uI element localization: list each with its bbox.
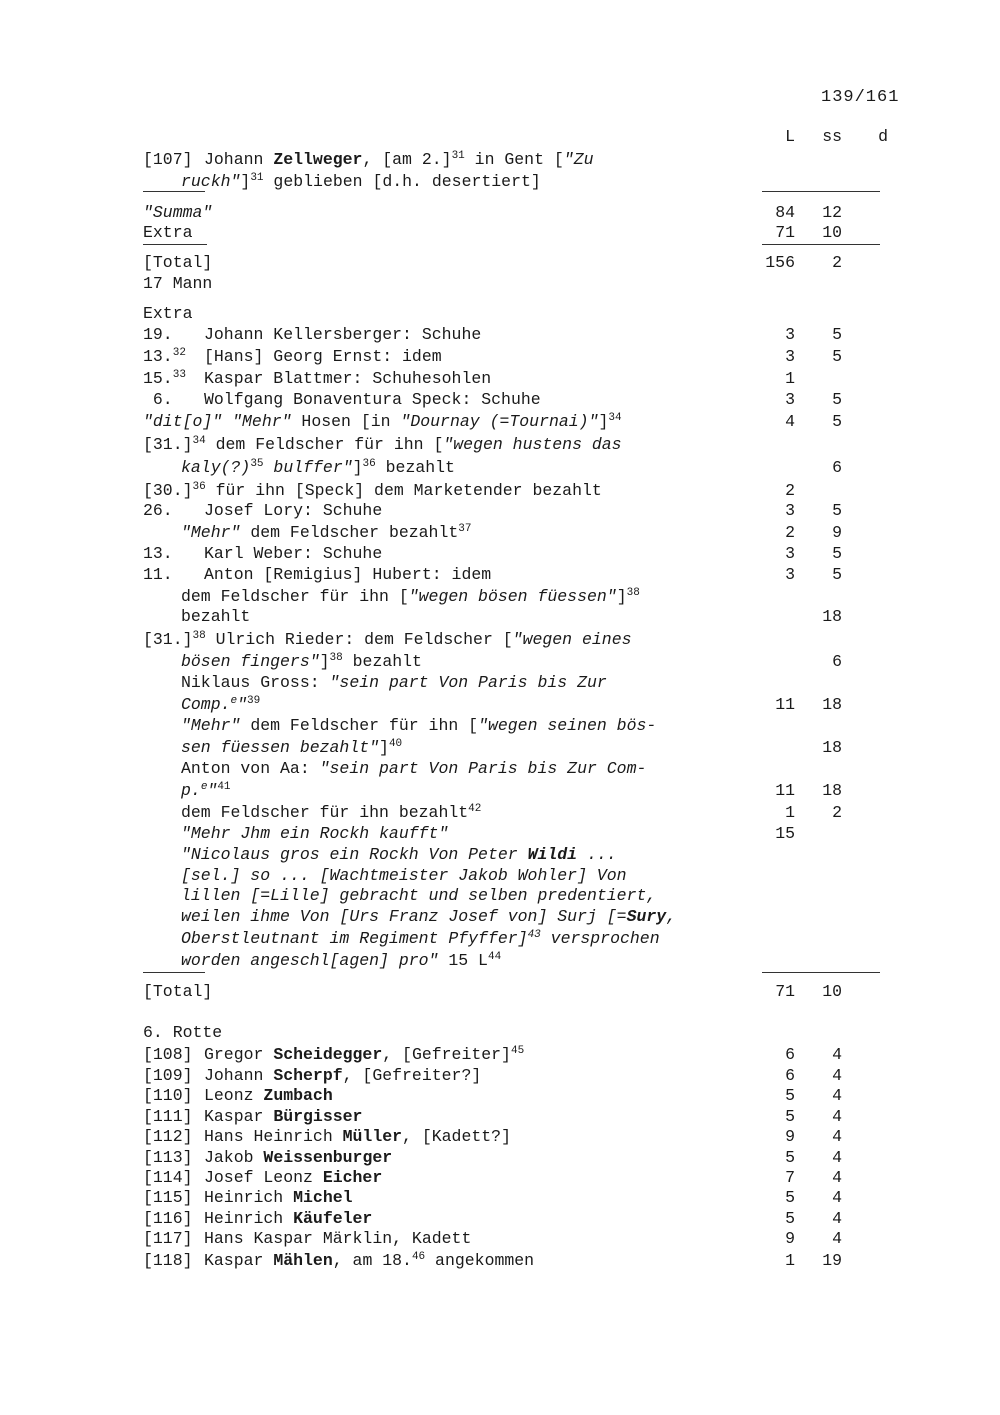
amount-sols: 4 xyxy=(832,1066,842,1085)
entry-text: p.$^e$"$^{41}$ xyxy=(181,781,231,800)
amount-sols: 4 xyxy=(832,1148,842,1167)
amount-livres: 71 xyxy=(775,223,795,242)
ledger-line xyxy=(0,759,1000,781)
ledger-line xyxy=(0,274,1000,296)
entry-text: [Hans] Georg Ernst: idem xyxy=(204,347,442,366)
amount-livres: 1 xyxy=(785,1251,795,1270)
entry-number: 19. xyxy=(143,325,173,344)
ledger-line xyxy=(0,481,1000,503)
ledger-line xyxy=(0,1229,1000,1251)
amount-livres: 3 xyxy=(785,565,795,584)
ledger-line xyxy=(0,347,1000,369)
amount-livres: 3 xyxy=(785,390,795,409)
amount-livres: 84 xyxy=(775,203,795,222)
amount-sols: 4 xyxy=(832,1086,842,1105)
ledger-line xyxy=(0,866,1000,888)
ledger-line xyxy=(0,150,1000,172)
amount-sols: 4 xyxy=(832,1127,842,1146)
ledger-line xyxy=(0,1023,1000,1045)
ledger-line xyxy=(0,1188,1000,1210)
entry-text: Anton von Aa: "sein part Von Paris bis Zur Com- xyxy=(181,759,647,778)
amount-sols: 2 xyxy=(832,803,842,822)
amount-livres: 3 xyxy=(785,347,795,366)
rule-left-2 xyxy=(143,244,207,245)
amount-livres: 15 xyxy=(775,824,795,843)
ledger-line xyxy=(0,907,1000,929)
entry-text: Wolfgang Bonaventura Speck: Schuhe xyxy=(204,390,541,409)
amount-sols: 5 xyxy=(832,390,842,409)
ledger-line xyxy=(0,716,1000,738)
entry-text: Leonz Zumbach xyxy=(204,1086,333,1105)
ledger-line xyxy=(0,1251,1000,1273)
ledger-line xyxy=(0,1066,1000,1088)
amount-livres: 11 xyxy=(775,695,795,714)
amount-livres: 2 xyxy=(785,523,795,542)
amount-livres: 71 xyxy=(775,982,795,1001)
ledger-line xyxy=(0,458,1000,480)
entry-number: 15.33 xyxy=(143,369,186,388)
amount-livres: 9 xyxy=(785,1229,795,1248)
ledger-line xyxy=(0,412,1000,434)
ledger-line xyxy=(0,501,1000,523)
ledger-line xyxy=(0,951,1000,973)
ledger-line xyxy=(0,565,1000,587)
entry-text: Josef Lory: Schuhe xyxy=(204,501,383,520)
entry-text: sen füessen bezahlt"]$^{40}$ xyxy=(181,738,403,757)
entry-number: [110] xyxy=(143,1086,193,1105)
amount-sols: 5 xyxy=(832,412,842,431)
amount-sols: 18 xyxy=(822,738,842,757)
amount-sols: 4 xyxy=(832,1168,842,1187)
col-header-l: L xyxy=(785,127,795,146)
entry-text: dem Feldscher für ihn bezahlt$^{42}$ xyxy=(181,803,482,822)
entry-text: Kaspar Mählen, am 18.46 angekommen xyxy=(204,1251,535,1270)
amount-livres: 5 xyxy=(785,1148,795,1167)
amount-livres: 11 xyxy=(775,781,795,800)
rule-left-1 xyxy=(143,191,205,192)
entry-number: [111] xyxy=(143,1107,193,1126)
ledger-line xyxy=(0,929,1000,951)
entry-text: Johann Kellersberger: Schuhe xyxy=(204,325,482,344)
entry-text: Gregor Scheidegger, [Gefreiter]$^{45}$ xyxy=(204,1045,525,1064)
amount-livres: 1 xyxy=(785,369,795,388)
entry-number: [114] xyxy=(143,1168,193,1187)
amount-livres: 6 xyxy=(785,1045,795,1064)
entry-text: Extra xyxy=(143,223,193,242)
ledger-line xyxy=(0,304,1000,326)
rule-left-3 xyxy=(143,972,205,973)
amount-sols: 4 xyxy=(832,1045,842,1064)
entry-text: "dit[o]" "Mehr" Hosen [in "Dournay (=Tournai)"]$^{34}$ xyxy=(143,412,622,431)
ledger-line xyxy=(0,738,1000,760)
amount-livres: 156 xyxy=(765,253,795,272)
amount-sols: 19 xyxy=(822,1251,842,1270)
entry-text: "Nicolaus gros ein Rockh Von Peter Wildi ... xyxy=(181,845,617,864)
amount-livres: 5 xyxy=(785,1107,795,1126)
ledger-line xyxy=(0,523,1000,545)
amount-sols: 4 xyxy=(832,1209,842,1228)
entry-text: Johann Scherpf, [Gefreiter?] xyxy=(204,1066,482,1085)
entry-text: [sel.] so ... [Wachtmeister Jakob Wohler] Von xyxy=(181,866,627,885)
amount-livres: 5 xyxy=(785,1209,795,1228)
amount-sols: 18 xyxy=(822,781,842,800)
ledger-line xyxy=(0,203,1000,225)
entry-number: 13.32 xyxy=(143,347,186,366)
amount-livres: 6 xyxy=(785,1066,795,1085)
entry-text: Oberstleutnant im Regiment Pfyffer]$^{43}$ versprochen xyxy=(181,929,660,948)
amount-sols: 5 xyxy=(832,501,842,520)
ledger-line xyxy=(0,673,1000,695)
entry-text: ruckh"]$^{31}$ geblieben [d.h. desertiert] xyxy=(181,172,541,191)
ledger-line xyxy=(0,1148,1000,1170)
amount-sols: 5 xyxy=(832,325,842,344)
entry-text: worden angeschl[agen] pro" 15 $L^{44}$ xyxy=(181,951,502,970)
entry-text: $[30.]^{36}$ für ihn [Speck] dem Marketender bezahlt xyxy=(143,481,602,500)
entry-number: [117] xyxy=(143,1229,193,1248)
ledger-line xyxy=(0,1045,1000,1067)
amount-sols: 6 xyxy=(832,652,842,671)
ledger-line xyxy=(0,781,1000,803)
entry-number: 6. xyxy=(143,390,173,409)
entry-text: lillen [=Lille] gebracht und selben predentiert, xyxy=(181,886,657,905)
ledger-line xyxy=(0,1107,1000,1129)
amount-sols: 5 xyxy=(832,347,842,366)
page-number: 139/161 xyxy=(821,88,900,107)
amount-sols: 5 xyxy=(832,544,842,563)
ledger-line xyxy=(0,607,1000,629)
entry-text: dem Feldscher für ihn ["wegen bösen füessen"]$^{38}$ xyxy=(181,587,640,606)
amount-sols: 4 xyxy=(832,1188,842,1207)
rule-right-1 xyxy=(762,191,880,192)
amount-sols: 10 xyxy=(822,982,842,1001)
ledger-line xyxy=(0,695,1000,717)
ledger-line xyxy=(0,544,1000,566)
ledger-line xyxy=(0,223,1000,245)
col-header-ss: ss xyxy=(822,127,842,146)
entry-number: [108] xyxy=(143,1045,193,1064)
entry-number: 13. xyxy=(143,544,173,563)
entry-text: weilen ihme Von [Urs Franz Josef von] Surj [=Sury, xyxy=(181,907,677,926)
amount-livres: 3 xyxy=(785,544,795,563)
entry-number: 11. xyxy=(143,565,173,584)
entry-text: Heinrich Käufeler xyxy=(204,1209,373,1228)
amount-livres: 1 xyxy=(785,803,795,822)
entry-number: [115] xyxy=(143,1188,193,1207)
entry-text: Jakob Weissenburger xyxy=(204,1148,393,1167)
entry-text: 17 Mann xyxy=(143,274,213,293)
entry-text: $[31.]^{38}$ Ulrich Rieder: dem Feldscher ["wegen eines xyxy=(143,630,632,649)
amount-livres: 7 xyxy=(785,1168,795,1187)
entry-text: Extra xyxy=(143,304,193,323)
entry-number: [107] xyxy=(143,150,193,169)
ledger-line xyxy=(0,982,1000,1004)
entry-text: Anton [Remigius] Hubert: idem xyxy=(204,565,492,584)
column-headers xyxy=(0,127,1000,149)
rule-right-2 xyxy=(762,244,880,245)
ledger-line xyxy=(0,253,1000,275)
rule-right-3 xyxy=(762,972,880,973)
amount-livres: 3 xyxy=(785,501,795,520)
entry-text: bösen fingers"]$^{38}$ bezahlt xyxy=(181,652,422,671)
amount-sols: 12 xyxy=(822,203,842,222)
amount-livres: 3 xyxy=(785,325,795,344)
amount-sols: 9 xyxy=(832,523,842,542)
amount-livres: 5 xyxy=(785,1086,795,1105)
amount-sols: 4 xyxy=(832,1107,842,1126)
ledger-line xyxy=(0,1168,1000,1190)
entry-text: Johann Zellweger, [am 2.]$^{31}$ in Gent ["Zu xyxy=(204,150,594,169)
entry-text: Karl Weber: Schuhe xyxy=(204,544,383,563)
entry-text: "Summa" xyxy=(143,203,213,222)
amount-livres: 5 xyxy=(785,1188,795,1207)
entry-number: [118] xyxy=(143,1251,193,1270)
entry-text: "Mehr" dem Feldscher bezahlt$^{37}$ xyxy=(181,523,472,542)
entry-number: [116] xyxy=(143,1209,193,1228)
amount-sols: 18 xyxy=(822,607,842,626)
ledger-line xyxy=(0,652,1000,674)
amount-sols: 2 xyxy=(832,253,842,272)
ledger-line xyxy=(0,803,1000,825)
entry-text: Niklaus Gross: "sein part Von Paris bis Zur xyxy=(181,673,607,692)
entry-text: kaly(?)$^{35}$ bulffer"]$^{36}$ bezahlt xyxy=(181,458,455,477)
ledger-line xyxy=(0,587,1000,609)
entry-text: "Mehr" dem Feldscher für ihn ["wegen seinen bös- xyxy=(181,716,657,735)
entry-text: Hans Kaspar Märklin, Kadett xyxy=(204,1229,472,1248)
entry-text: [Total] xyxy=(143,982,213,1001)
entry-text: bezahlt xyxy=(181,607,251,626)
col-header-d: d xyxy=(878,127,888,146)
entry-text: Kaspar Bürgisser xyxy=(204,1107,363,1126)
entry-text: "Mehr Jhm ein Rockh kaufft" xyxy=(181,824,449,843)
amount-sols: 18 xyxy=(822,695,842,714)
entry-text: Comp.$^e$"$^{39}$ xyxy=(181,695,261,714)
entry-text: $[31.]^{34}$ dem Feldscher für ihn ["wegen hustens das xyxy=(143,435,622,454)
entry-number: [113] xyxy=(143,1148,193,1167)
amount-sols: 5 xyxy=(832,565,842,584)
amount-sols: 10 xyxy=(822,223,842,242)
ledger-line xyxy=(0,325,1000,347)
ledger-line xyxy=(0,845,1000,867)
ledger-line xyxy=(0,824,1000,846)
entry-number: [112] xyxy=(143,1127,193,1146)
entry-number: 26. xyxy=(143,501,173,520)
ledger-line xyxy=(0,630,1000,652)
ledger-line xyxy=(0,435,1000,457)
ledger-line xyxy=(0,1086,1000,1108)
ledger-line xyxy=(0,369,1000,391)
entry-number: [109] xyxy=(143,1066,193,1085)
amount-livres: 4 xyxy=(785,412,795,431)
entry-text: [Total] xyxy=(143,253,213,272)
ledger-line xyxy=(0,390,1000,412)
amount-livres: 2 xyxy=(785,481,795,500)
entry-text: Kaspar Blattmer: Schuhesohlen xyxy=(204,369,492,388)
amount-sols: 6 xyxy=(832,458,842,477)
entry-text: Josef Leonz Eicher xyxy=(204,1168,383,1187)
amount-sols: 4 xyxy=(832,1229,842,1248)
amount-livres: 9 xyxy=(785,1127,795,1146)
ledger-line xyxy=(0,1209,1000,1231)
entry-text: Heinrich Michel xyxy=(204,1188,353,1207)
entry-text: 6. Rotte xyxy=(143,1023,223,1042)
entry-text: Hans Heinrich Müller, [Kadett?] xyxy=(204,1127,511,1146)
ledger-line xyxy=(0,1127,1000,1149)
ledger-line xyxy=(0,886,1000,908)
